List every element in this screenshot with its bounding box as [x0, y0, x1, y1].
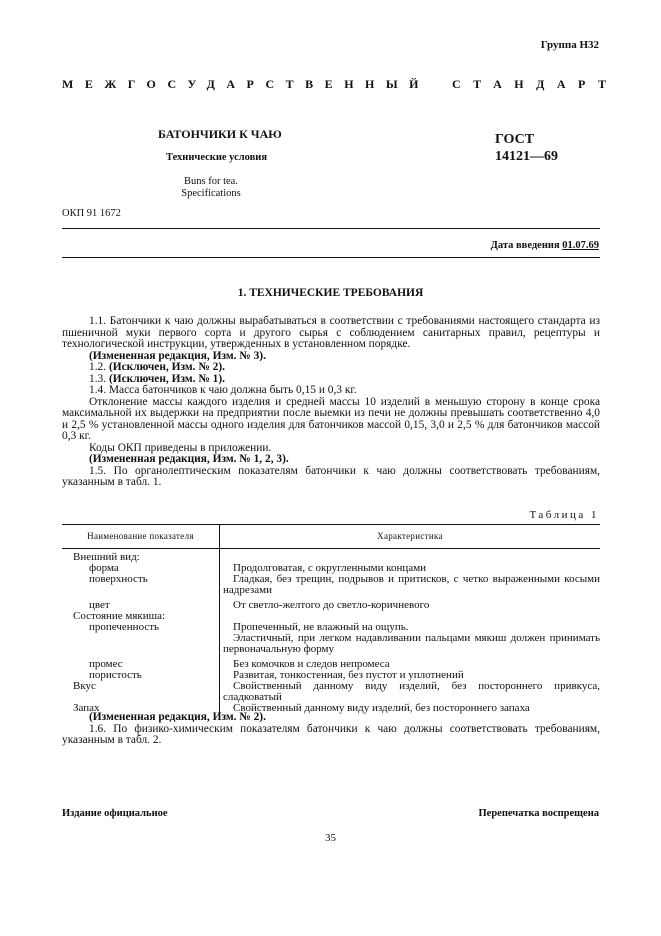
- gost-block: [495, 131, 558, 165]
- table-cell: пористость: [62, 670, 220, 681]
- doc-title: БАТОНЧИКИ К ЧАЮ: [158, 127, 282, 141]
- table-1: [62, 524, 600, 714]
- table-cell: Свойственный данному виду изделий, без постороннего запаха: [233, 702, 530, 714]
- banner-left: МЕЖГОСУДАРСТВЕННЫЙ: [62, 77, 430, 91]
- footer-reprint: Перепечатка воспрещена: [478, 808, 599, 819]
- table-cell: Запах: [62, 703, 220, 714]
- amendment-note: (Измененная редакция, Изм. № 2).: [89, 711, 266, 723]
- table-cell: цвет: [62, 600, 220, 611]
- table-cell: Эластичный, при легком надавливании пальцами мякиш должен принимать первоначальную форму: [223, 632, 600, 655]
- okp-code: ОКП 91 1672: [62, 208, 121, 219]
- para-number: 1.2.: [89, 361, 109, 373]
- table-header: [62, 525, 600, 549]
- doc-subtitle: Технические условия: [166, 152, 268, 163]
- table-cell: Пропеченный, не влажный на ощупь.: [233, 621, 409, 633]
- para-1-6: 1.6. По физико-химическим показателям батончики к чаю должны соответствовать требованиям, указанным в табл. 2.: [62, 722, 600, 746]
- para-1-1: 1.1. Батончики к чаю должны вырабатываться в соответствии с требованиями настоящего стандарта из пшеничной муки первого сорта и другого сырья с соблюдением санитарных правил, рецептуры и технологической инструкции, утвержденных в установленном порядке.: [62, 315, 600, 350]
- amendment-note: (Измененная редакция, Изм. № 1, 2, 3).: [89, 453, 289, 465]
- para-okp: Коды ОКП приведены в приложении.: [89, 441, 272, 454]
- date-label: Дата введения: [490, 240, 560, 251]
- page-number: 35: [325, 832, 336, 844]
- footer-official: Издание официальное: [62, 808, 168, 819]
- effective-date: [491, 240, 599, 252]
- table-cell: Продолговатая, с округленными концами: [233, 562, 427, 574]
- table-cell: От светло-желтого до светло-коричневого: [233, 599, 430, 611]
- table-cell: Внешний вид:: [62, 549, 220, 564]
- amendment-note: (Измененная редакция, Изм. № 3).: [89, 349, 266, 362]
- divider: [62, 228, 600, 229]
- table-caption: Таблица 1: [529, 509, 599, 521]
- para-1-5: 1.5. По органолептическим показателям батончики к чаю должны соответствовать требованиям, указанным в табл. 1.: [62, 464, 600, 488]
- col-header: Наименование показателя: [62, 525, 220, 549]
- table-cell: Состояние мякиша:: [62, 611, 220, 622]
- date-value: 01.07.69: [562, 240, 599, 251]
- table-cell: пропеченность: [62, 622, 220, 633]
- para-1-4: 1.4. Масса батончиков к чаю должна быть 0,15 и 0,3 кг.: [89, 384, 357, 396]
- table-cell: Развитая, тонкостенная, без пустот и уплотнений: [233, 669, 464, 681]
- table-cell: поверхность: [62, 574, 220, 600]
- gost-number: 14121—69: [495, 149, 558, 164]
- group-code: Группа Н32: [540, 39, 599, 51]
- table-cell: Гладкая, без трещин, подрывов и притисков, с четко выраженными косыми надрезами: [223, 573, 600, 596]
- table-cell: форма: [62, 563, 220, 574]
- section-body: [62, 316, 600, 489]
- english-title: [163, 176, 259, 199]
- gost-label: ГОСТ: [495, 132, 535, 147]
- para-deviation: Отклонение массы каждого изделия и средней массы 10 изделий в меньшую сторону в конце срока максимальной их выдержки на предприятии после выемки из печи не должны превышать соответственно 4,0 и 2,5 % установленной массы одного изделия для батончиков массой 0,15, 3,0 и 2,5 % для батончиков массой 0,3 кг.: [62, 395, 600, 442]
- table-cell: [62, 633, 220, 659]
- para-number: 1.3.: [89, 372, 109, 385]
- excluded-note: (Исключен, Изм. № 2).: [108, 361, 225, 373]
- table-cell: Без комочков и следов непромеса: [233, 658, 390, 670]
- table-cell: промес: [62, 659, 220, 670]
- after-table: [62, 712, 600, 747]
- divider: [62, 257, 600, 258]
- english-line-2: Specifications: [181, 187, 241, 199]
- table-cell: Вкус: [62, 681, 220, 703]
- col-header: Характеристика: [220, 525, 601, 549]
- table-cell: Свойственный данному виду изделий, без постороннего привкуса, сладковатый: [223, 680, 600, 703]
- banner-right: СТАНДАРТ: [452, 77, 619, 91]
- excluded-note: (Исключен, Изм. № 1).: [108, 372, 225, 385]
- section-heading: 1. ТЕХНИЧЕСКИЕ ТРЕБОВАНИЯ: [237, 287, 424, 299]
- english-line-1: Buns for tea.: [184, 176, 238, 187]
